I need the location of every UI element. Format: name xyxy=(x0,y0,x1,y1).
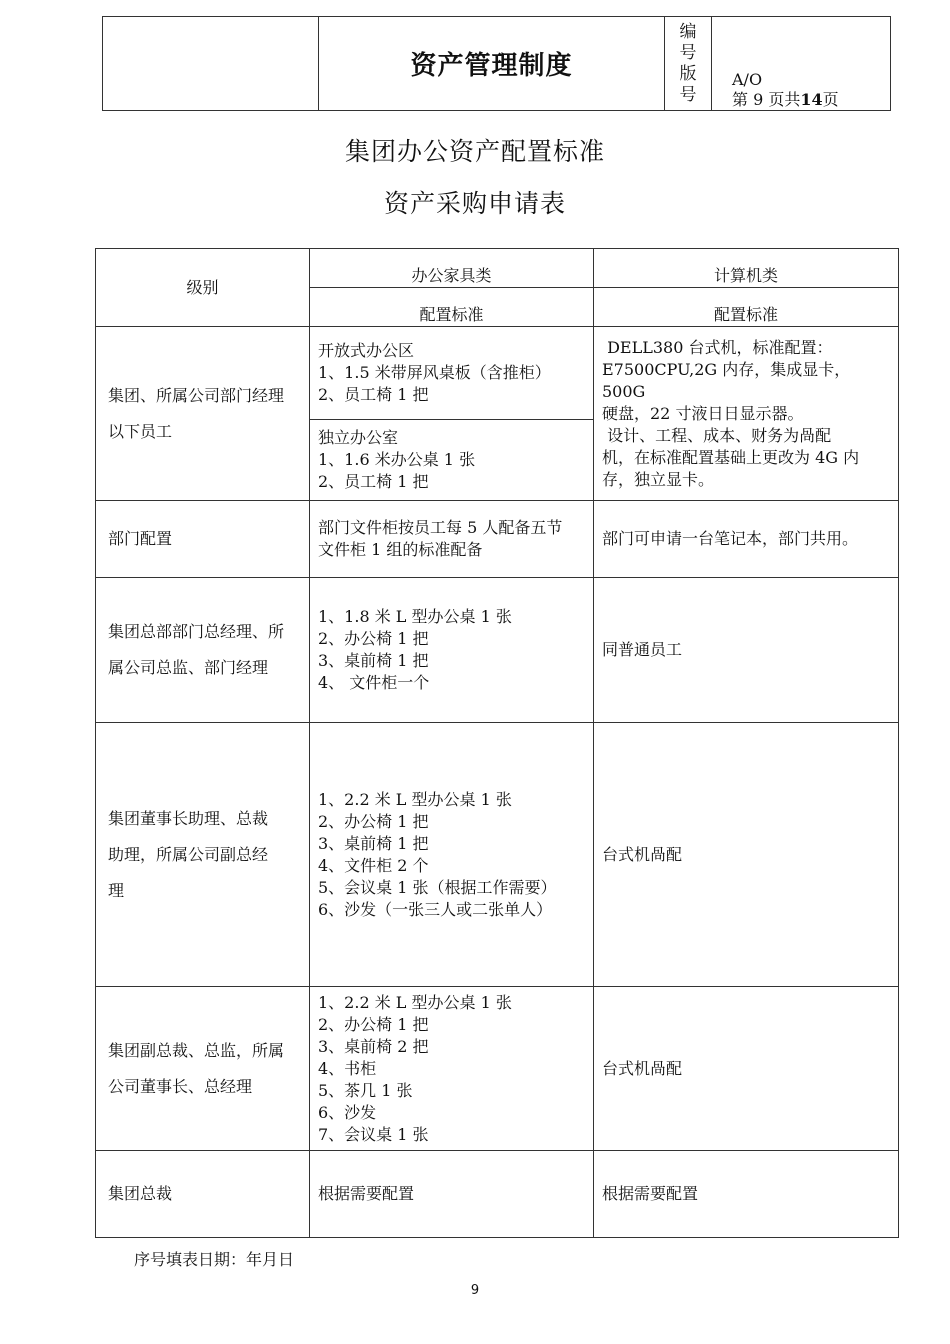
level-line: 集团、所属公司部门经理 xyxy=(108,385,285,405)
furniture-standard-header: 配置标准 xyxy=(310,288,594,327)
page-number: 9 xyxy=(470,1283,480,1298)
list-item: 2、办公椅 1 把 xyxy=(318,629,429,648)
list-item: E7500CPU,2G 内存，集成显卡，500G xyxy=(602,359,851,401)
list-item: 存，独立显卡。 xyxy=(602,469,715,489)
list-item: 5、茶几 1 张 xyxy=(318,1080,413,1100)
page-prefix: 第 9 页共 xyxy=(732,90,801,109)
header-info-cell xyxy=(712,17,891,111)
asset-standard-table xyxy=(95,248,899,1238)
computer-standard: 台式机咼配 xyxy=(594,723,899,987)
list-item: 4、书柜 xyxy=(318,1058,377,1078)
footer-note: 序号填表日期：年月日 xyxy=(134,1250,295,1269)
furniture-standard xyxy=(310,501,594,578)
list-item: 1、2.2 米 L 型办公桌 1 张 xyxy=(318,789,512,809)
list-item: 1、2.2 米 L 型办公桌 1 张 xyxy=(318,992,512,1012)
level-line: 属公司总监、部门经理 xyxy=(108,658,269,677)
page-suffix: 页 xyxy=(822,90,839,109)
label-char: 版 xyxy=(679,63,697,84)
list-item: 2、办公椅 1 把 xyxy=(318,1014,429,1034)
furniture-standard: 根据需要配置 xyxy=(310,1151,594,1238)
list-item: 文件柜 1 组的标准配备 xyxy=(318,540,483,559)
list-item: 设计、工程、成本、财务为咼配 xyxy=(602,425,832,445)
computer-header: 计算机类 xyxy=(594,249,899,288)
furniture-standard xyxy=(310,987,594,1151)
list-item: 1、1.5 米带屏风桌板（含推柜） xyxy=(318,363,551,382)
list-item: 4、文件柜 2 个 xyxy=(318,855,429,875)
label-char: 号 xyxy=(679,84,697,105)
label-char: 号 xyxy=(679,42,697,63)
page-indicator xyxy=(732,90,890,110)
level-line: 集团总部部门总经理、所 xyxy=(108,622,285,641)
computer-standard-header: 配置标准 xyxy=(594,288,899,327)
furniture-standard xyxy=(310,578,594,723)
list-item: 3、桌前椅 1 把 xyxy=(318,651,429,670)
list-item: 2、员工椅 1 把 xyxy=(318,385,429,404)
level-line: 助理，所属公司副总经 xyxy=(108,844,269,864)
level-line: 公司董事长、总经理 xyxy=(108,1076,253,1096)
list-item: 5、会议桌 1 张（根据工作需要） xyxy=(318,877,557,897)
table-row-level: 部门配置 xyxy=(96,501,310,578)
list-item: 硬盘，22 寸液日日显示器。 xyxy=(602,403,804,423)
level-line: 以下员工 xyxy=(108,421,173,441)
list-item: 开放式办公区 xyxy=(318,341,415,360)
level-line: 理 xyxy=(108,880,125,900)
list-item: 2、办公椅 1 把 xyxy=(318,811,429,831)
computer-standard: 同普通员工 xyxy=(594,578,899,723)
version-number: A/O xyxy=(732,70,763,89)
computer-standard: 根据需要配置 xyxy=(594,1151,899,1238)
list-item: 1、1.8 米 L 型办公桌 1 张 xyxy=(318,607,512,626)
table-row-level xyxy=(96,987,310,1151)
document-title: 资产管理制度 xyxy=(319,17,665,111)
furniture-private-office xyxy=(310,420,594,501)
computer-standard xyxy=(594,327,899,501)
furniture-header: 办公家具类 xyxy=(310,249,594,288)
page-title: 集团办公资产配置标准 xyxy=(344,137,605,166)
list-item: 2、员工椅 1 把 xyxy=(318,472,429,491)
list-item: 6、沙发 xyxy=(318,1102,377,1122)
table-row-level xyxy=(96,327,310,501)
list-item: DELL380 台式机，标准配置： xyxy=(602,337,833,357)
table-row-level xyxy=(96,578,310,723)
computer-standard: 部门可申请一台笔记本，部门共用。 xyxy=(594,501,899,578)
list-item: 3、桌前椅 2 把 xyxy=(318,1036,429,1056)
level-line: 集团副总裁、总监，所属 xyxy=(108,1040,285,1060)
computer-standard: 台式机咼配 xyxy=(594,987,899,1151)
level-header: 级别 xyxy=(96,249,310,327)
furniture-standard xyxy=(310,723,594,987)
list-item: 1、1.6 米办公桌 1 张 xyxy=(318,450,476,469)
furniture-open-office xyxy=(310,327,594,420)
table-row-level: 集团总裁 xyxy=(96,1151,310,1238)
page-subtitle: 资产采购申请表 xyxy=(383,189,566,218)
list-item: 独立办公室 xyxy=(318,428,399,447)
list-item: 3、桌前椅 1 把 xyxy=(318,833,429,853)
list-item: 部门文件柜按员工每 5 人配备五节 xyxy=(318,518,563,537)
list-item: 机，在标准配置基础上更改为 4G 内 xyxy=(602,447,860,467)
list-item: 4、 文件柜一个 xyxy=(318,673,430,692)
header-blank-cell xyxy=(103,17,319,111)
level-line: 集团董事长助理、总裁 xyxy=(108,808,269,828)
list-item: 7、会议桌 1 张 xyxy=(318,1124,429,1144)
header-label-cell xyxy=(665,17,712,111)
page-total: 14 xyxy=(800,90,823,109)
table-row-level xyxy=(96,723,310,987)
document-header xyxy=(102,16,891,111)
label-char: 编 xyxy=(679,21,697,42)
list-item: 6、沙发（一张三人或二张单人） xyxy=(318,899,553,919)
